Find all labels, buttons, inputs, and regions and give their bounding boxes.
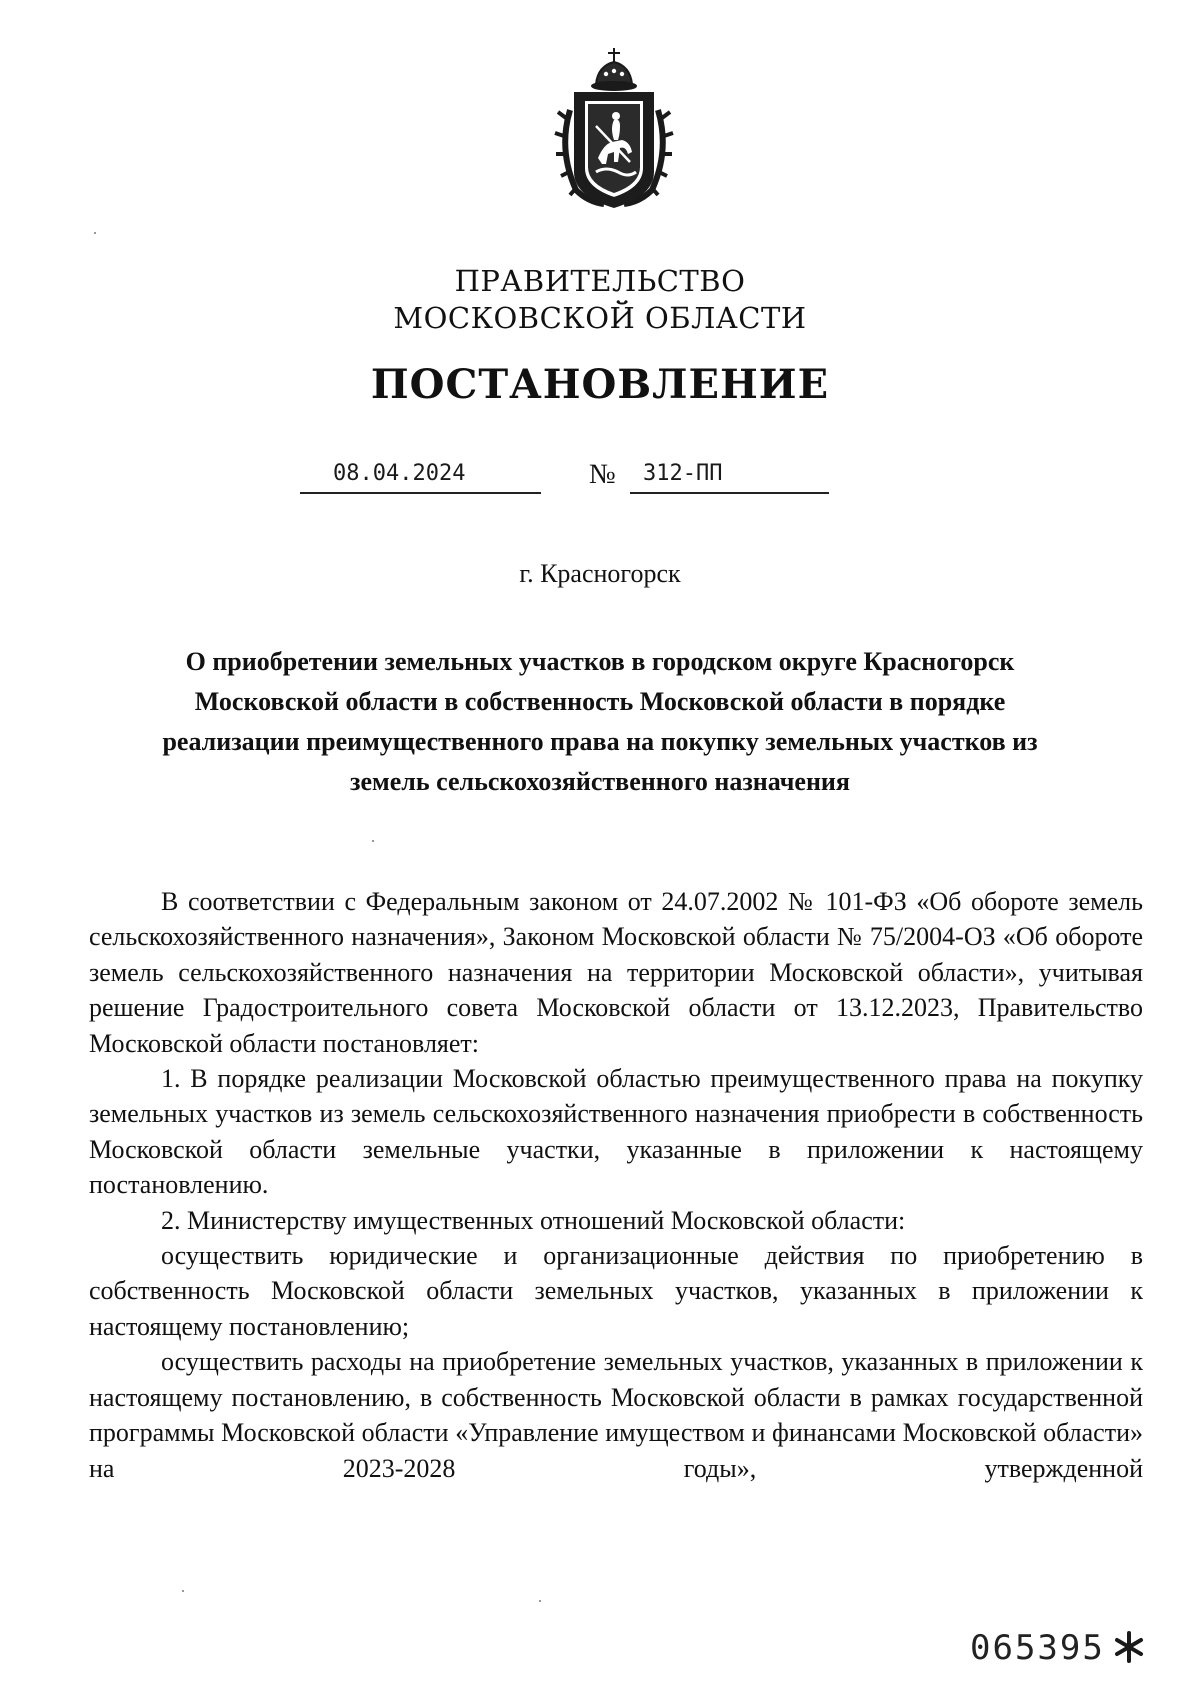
document-subject xyxy=(100,642,1100,802)
scan-speck xyxy=(94,232,96,234)
subject-line: О приобретении земельных участков в городском округе Красногорск xyxy=(185,647,1015,676)
document-type-title: ПОСТАНОВЛЕНИЕ xyxy=(370,361,830,408)
organization-name-line1: ПРАВИТЕЛЬСТВО xyxy=(454,264,746,298)
serial-number: 065395 xyxy=(970,1628,1105,1668)
number-sign: № xyxy=(589,459,616,490)
city-name: г. Красногорск xyxy=(519,559,681,588)
subject-line: земель сельскохозяйственного назначения xyxy=(350,767,850,796)
number-underline xyxy=(630,492,829,494)
paragraph-item-1: 1. В порядке реализации Московской областью преимущественного права на покупку земельных участков из земель сельскохозяйственного назначения приобрести в собственность Московской области земельные участки, указанные в приложении к настоящему постановлению. xyxy=(89,1064,1143,1200)
subject-line: Московской области в собственность Московской области в порядке xyxy=(194,687,1006,716)
paragraph-item-2-b: осуществить расходы на приобретение земельных участков, указанных в приложении к настоящему постановлению, в собственность Московской области в рамках государственной программы Московской области «Управление имуществом и финансами Московской области» на 2023-2028 годы», утвержденной xyxy=(89,1347,1143,1483)
date-underline xyxy=(300,492,541,494)
document-date: 08.04.2024 xyxy=(333,461,466,486)
paragraph-item-2-a: осуществить юридические и организационные действия по приобретению в собственность Московской области земельных участков, указанных в приложении к настоящему постановлению; xyxy=(89,1241,1143,1341)
paragraph-preamble: В соответствии с Федеральным законом от 24.07.2002 № 101-ФЗ «Об обороте земель сельскохозяйственного назначения», Законом Московской области № 75/2004-ОЗ «Об обороте земель сельскохозяйственного назначения на территории Московской области», учитывая решение Градостроительного совета Московской области от 13.12.2023, Правительство Московской области постановляет: xyxy=(89,887,1143,1058)
asterisk-star-icon xyxy=(1112,1630,1146,1664)
document-number: 312-ПП xyxy=(643,461,723,486)
document-body xyxy=(89,884,1143,1486)
coat-of-arms-icon xyxy=(548,40,680,212)
scan-speck xyxy=(182,1590,184,1592)
organization-name-line2: МОСКОВСКОЙ ОБЛАСТИ xyxy=(393,301,807,335)
scan-speck xyxy=(372,840,374,842)
paragraph-item-2: 2. Министерству имущественных отношений Московской области: xyxy=(161,1205,906,1235)
scan-speck xyxy=(539,1600,541,1602)
subject-line: реализации преимущественного права на покупку земельных участков из xyxy=(162,727,1038,756)
